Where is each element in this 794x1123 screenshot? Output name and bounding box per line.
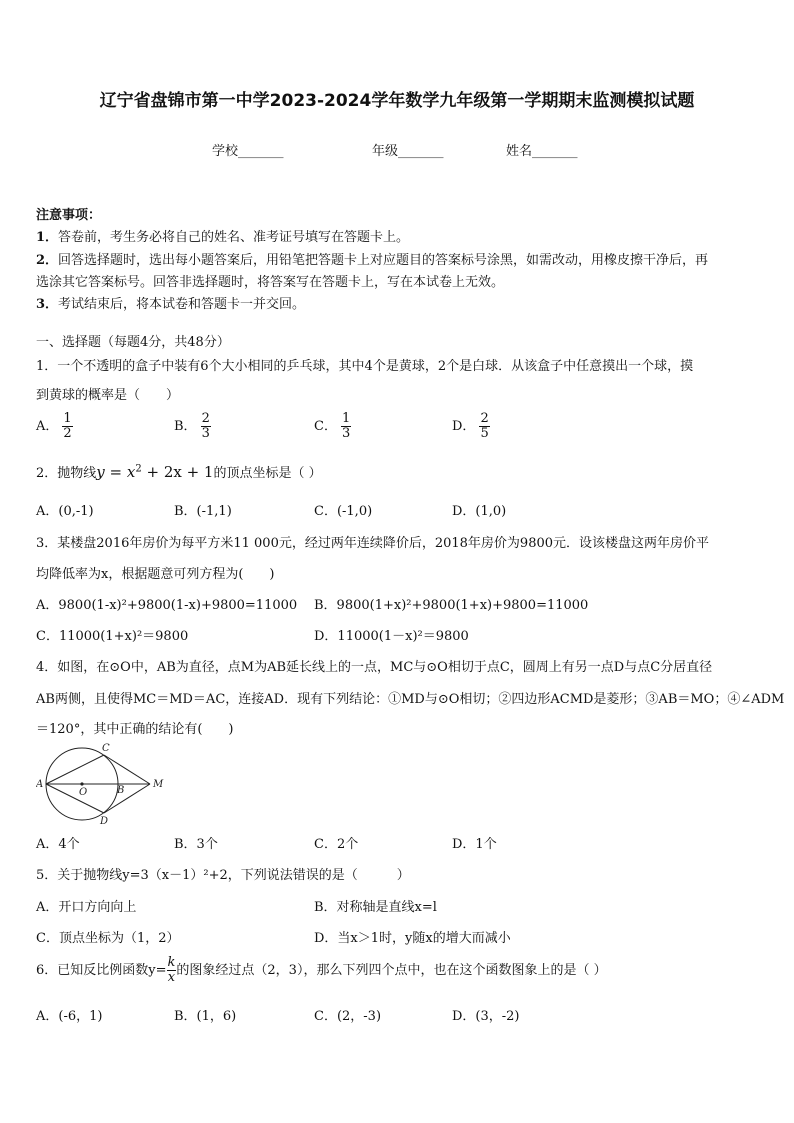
q6-option-b: B．(1，6) — [174, 1009, 237, 1024]
q2-option-c: C．(-1,0) — [314, 504, 373, 519]
q1-text-line2: 到黄球的概率是（ ） — [36, 388, 180, 403]
q2-option-b: B．(-1,1) — [174, 504, 232, 519]
page-title: 辽宁省盘锦市第一中学2023-2024学年数学九年级第一学期期末监测模拟试题 — [99, 91, 695, 111]
q3-text-line2: 均降低率为x，根据题意可列方程为( ) — [36, 567, 275, 582]
school-field: 学校_______ — [212, 144, 284, 159]
q4-option-d: D．1个 — [452, 837, 497, 852]
q6-option-c: C．(2，-3) — [314, 1009, 382, 1024]
notes-heading: 注意事项： — [36, 208, 102, 223]
label-b: B — [117, 785, 125, 796]
line-cm — [104, 755, 150, 784]
label-d: D — [100, 816, 109, 825]
q6-option-a: A．(-6，1) — [36, 1009, 103, 1024]
q4-option-b: B．3个 — [174, 837, 218, 852]
note-2-continued: 选涂其它答案标号。回答非选择题时，将答案写在答题卡上，写在本试卷上无效。 — [36, 275, 505, 290]
q1-option-a: A． $\frac{1}{2}$ — [36, 411, 72, 441]
q1-option-c: C． $\frac{1}{3}$ — [314, 411, 351, 441]
name-field: 姓名_______ — [506, 144, 578, 159]
note-2-number: 2． — [36, 253, 59, 268]
q5-option-b: B．对称轴是直线x=l — [314, 900, 437, 915]
q3-text-line1: 3．某楼盘2016年房价为每平方米11 000元，经过两年连续降价后，2018年房价为9800元．设该楼盘这两年房价平 — [36, 536, 710, 551]
q4-text-line1: 4．如图，在⊙O中，AB为直径，点M为AB延长线上的一点，MC与⊙O相切于点C，圆周上有另一点D与点C分居直径 — [36, 660, 713, 675]
q4-option-a: A．4个 — [36, 837, 80, 852]
q2-option-d: D．(1,0) — [452, 504, 507, 519]
q6-option-d: D．(3，-2) — [452, 1009, 520, 1024]
label-a: A — [36, 779, 44, 790]
q4-text-line2: AB两侧，且使得MC＝MD＝AC，连接AD．现有下列结论：①MD与⊙O相切；②四边形ACMD是菱形；③AB＝MO；④∠ADM — [36, 692, 785, 707]
note-3-text: 考试结束后，将本试卷和答题卡一并交回。 — [58, 297, 306, 312]
q5-option-d: D．当x＞1时，y随x的增大而减小 — [314, 931, 511, 946]
line-ac — [46, 755, 104, 784]
q5-option-a: A．开口方向向上 — [36, 900, 137, 915]
q1-option-b: B． $\frac{2}{3}$ — [174, 411, 210, 441]
q4-option-c: C．2个 — [314, 837, 359, 852]
q3-option-c: C．11000(1+x)²＝9800 — [36, 629, 189, 644]
note-3-number: 3． — [36, 297, 59, 312]
q3-option-d: D．11000(1－x)²＝9800 — [314, 629, 469, 644]
q3-option-b: B．9800(1+x)²+9800(1+x)+9800=11000 — [314, 598, 589, 613]
note-1 — [36, 226, 409, 245]
label-c: C — [102, 743, 110, 754]
q2-option-a: A．(0,-1) — [36, 504, 94, 519]
note-2 — [36, 249, 708, 268]
line-ad — [46, 784, 104, 813]
label-o: O — [79, 787, 88, 798]
q2-text: 2．抛物线$y = x^2 + 2x + 1$的顶点坐标是（ ） — [36, 463, 322, 481]
center-dot — [80, 782, 83, 785]
section-heading: 一、选择题（每题4分，共48分） — [36, 335, 230, 350]
grade-field: 年级_______ — [372, 144, 444, 159]
note-1-text: 答卷前，考生务必将自己的姓名、准考证号填写在答题卡上。 — [58, 230, 410, 245]
q1-option-d: D． $\frac{2}{5}$ — [452, 411, 489, 441]
q5-text: 5．关于抛物线y=3（x－1）²+2，下列说法错误的是（ ） — [36, 868, 410, 883]
q3-option-a: A．9800(1-x)²+9800(1-x)+9800=11000 — [36, 598, 298, 613]
q1-text-line1: 1．一个不透明的盒子中装有6个大小相同的乒乓球，其中4个是黄球，2个是白球．从该盒子中任意摸出一个球，摸 — [36, 359, 694, 374]
note-2-text: 回答选择题时，选出每小题答案后，用铅笔把答题卡上对应题目的答案标号涂黑，如需改动，用橡皮擦干净后，再 — [58, 253, 709, 268]
q6-text: 6．已知反比例函数y= $\frac{k}{x}$ 的图象经过点（2，3），那么下列四个点中，也在这个函数图象上的是（ ） — [36, 955, 607, 985]
note-1-number: 1． — [36, 230, 59, 245]
q4-text-line3: ＝120°，其中正确的结论有( ) — [36, 722, 234, 737]
note-3 — [36, 293, 305, 312]
line-dm — [104, 784, 150, 813]
q5-option-c: C．顶点坐标为（1，2） — [36, 931, 180, 946]
label-m: M — [153, 779, 164, 790]
q4-geometry-figure — [36, 743, 166, 829]
